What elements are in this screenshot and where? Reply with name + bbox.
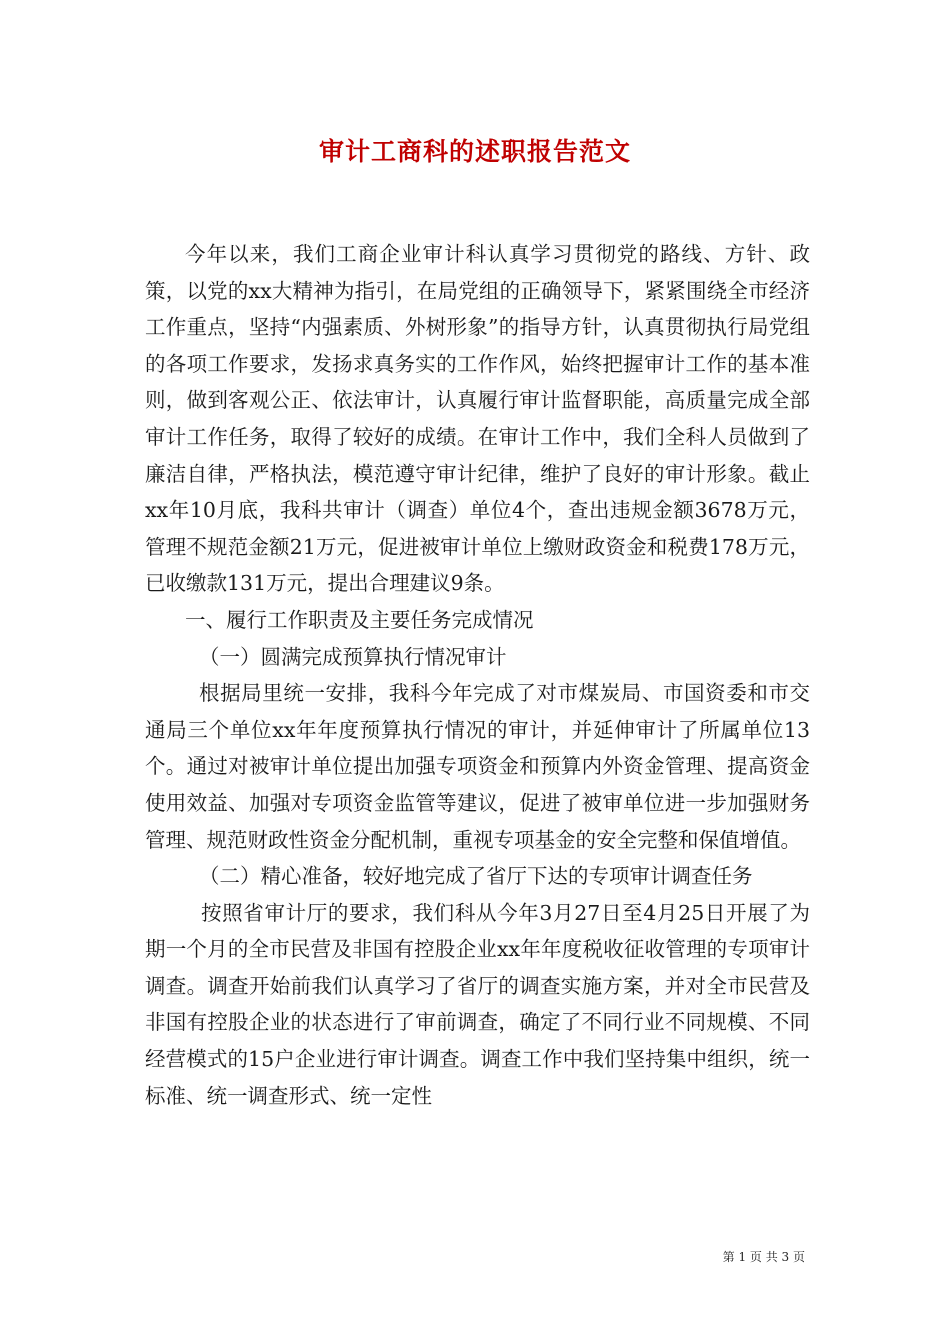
section-heading-1: 一、履行工作职责及主要任务完成情况 bbox=[185, 607, 534, 632]
section-1-1-paragraph: 根据局里统一安排，我科今年完成了对市煤炭局、市国资委和市交通局三个单位xx年年度预算执行情况的审计，并延伸审计了所属单位13个。通过对被审计单位提出加强专项资金和预算内外资金管理、提高资金使用效益、加强对专项资金监管等建议，促进了被审单位进一步加强财务管理、规范财政性资金分配机制，重视专项基金的安全完整和保值增值。 bbox=[145, 681, 810, 852]
section-heading-1-1: （一）圆满完成预算执行情况审计 bbox=[199, 644, 507, 669]
page-number-footer: 第 1 页 共 3 页 bbox=[722, 1250, 805, 1264]
document-body bbox=[145, 236, 810, 1114]
section-heading-1-2: （二）精心准备，较好地完成了省厅下达的专项审计调查任务 bbox=[199, 864, 753, 889]
section-1-2-paragraph: 按照省审计厅的要求，我们科从今年3月27日至4月25日开展了为期一个月的全市民营及非国有控股企业xx年年度税收征收管理的专项审计调查。调查开始前我们认真学习了省厅的调查实施方案，并对全市民营及非国有控股企业的状态进行了审前调查，确定了不同行业不同规模、不同经营模式的15户企业进行审计调查。调查工作中我们坚持集中组织，统一标准、统一调查形式、统一定性 bbox=[145, 900, 810, 1108]
document-title: 审计工商科的述职报告范文 bbox=[318, 137, 631, 166]
intro-paragraph: 今年以来，我们工商企业审计科认真学习贯彻党的路线、方针、政策，以党的xx大精神为指引，在局党组的正确领导下，紧紧围绕全市经济工作重点，坚持“内强素质、外树形象”的指导方针，认真贯彻执行局党组的各项工作要求，发扬求真务实的工作作风，始终把握审计工作的基本准则，做到客观公正、依法审计，认真履行审计监督职能，高质量完成全部审计工作任务，取得了较好的成绩。在审计工作中，我们全科人员做到了廉洁自律，严格执法，模范遵守审计纪律，维护了良好的审计形象。截止xx年10月底，我科共审计（调查）单位4个，查出违规金额3678万元，管理不规范金额21万元，促进被审计单位上缴财政资金和税费178万元，已收缴款131万元，提出合理建议9条。 bbox=[145, 242, 810, 596]
